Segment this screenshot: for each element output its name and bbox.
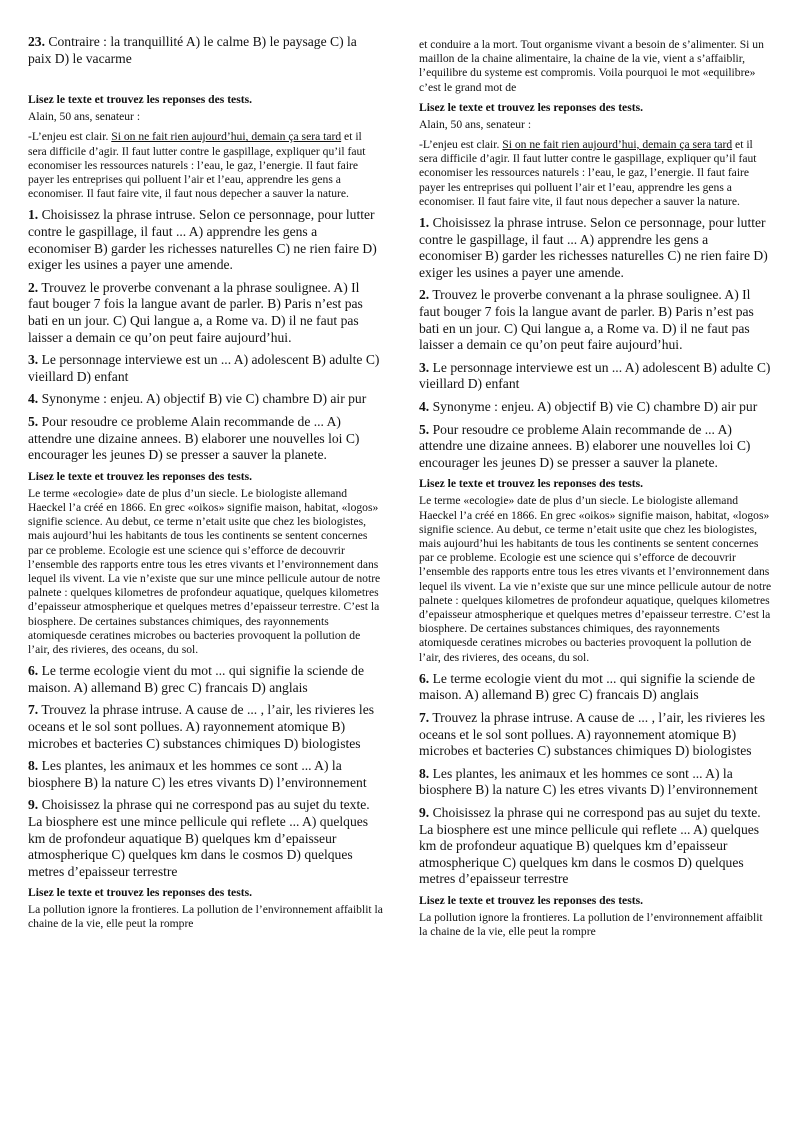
- question-4: [28, 391, 383, 408]
- spacer: [28, 73, 383, 87]
- quote-paragraph: [419, 138, 772, 209]
- question-text: Trouvez la phrase intruse. A cause de ... , l’air, les rivieres les oceans et le sol sont pollues. A) rayonnement atomique B) microbes et bacteries C) substances chimiques D) biologistes: [28, 702, 375, 751]
- question-number: 9.: [419, 804, 430, 820]
- question-number: 23.: [28, 34, 45, 49]
- instruction-heading: Lisez le texte et trouvez les reponses des tests.: [28, 469, 252, 483]
- question-number: 9.: [28, 797, 39, 813]
- question-text: Trouvez la phrase intruse. A cause de ... , l’air, les rivieres les oceans et le sol sont pollues. A) rayonnement atomique B) microbes et bacteries C) substances chimiques D) biologistes: [419, 709, 766, 759]
- question-number: 3.: [419, 359, 430, 375]
- question-number: 1.: [419, 215, 430, 231]
- instruction-heading: Lisez le texte et trouvez les reponses des tests.: [419, 477, 643, 491]
- question-text: Le personnage interviewe est un ... A) adolescent B) adulte C) vieillard D) enfant: [419, 359, 771, 392]
- question-text: Synonyme : enjeu. A) objectif B) vie C) chambre D) air pur: [41, 391, 367, 407]
- ecology-paragraph: Le terme «ecologie» date de plus d’un siecle. Le biologiste allemand Haeckel l’a créé en 1866. En grec «oikos» signifie maison, habitat, «logos» signifie science. Au debut, ce terme n’etait usite que chez les biologistes, mais aujourd’hui les habitants de tous les continents se sentent concernes par ce probleme. Ecologie est une science qui s’efforce de decouvrir l’ensemble des rapports entre tous les etres vivants et l’environnement dans lequel ils vivent. La vie n’existe que sur une mince pellicule autour de notre palnete : quelques kilometres de profondeur aquatique, quelques kilometres d’epaisseur atmospherique et quelques metres d’epaisseur terrestre. C’est la biosphere. De certaines substances chimiques, des rayonnements atomiquesde ceratines microbes ou bacteries provoquent la pollution de l’air, des rivieres, des oceans, du sol.: [28, 486, 381, 656]
- speaker-line: Alain, 50 ans, senateur :: [28, 110, 141, 124]
- pollution-paragraph: La pollution ignore la frontieres. La pollution de l’environnement affaiblit la chaine de la vie, elle peut la rompre: [419, 910, 763, 939]
- instruction-heading: Lisez le texte et trouvez les reponses des tests.: [28, 886, 252, 900]
- question-text: Choisissez la phrase qui ne correspond pas au sujet du texte. La biosphere est une mince pellicule qui reflete ... A) quelques km de profondeur aquatique B) quelques km d’epaisseur atmospherique C) quelques km dans le cosmos D) quelques metres d’epaisseur terrestre: [419, 804, 761, 887]
- question-1: [28, 207, 383, 273]
- question-7: [28, 702, 383, 752]
- question-number: 2.: [419, 287, 430, 303]
- question-number: 7.: [28, 702, 39, 718]
- question-text: Trouvez le proverbe convenant a la phrase soulignee. A) Il faut bouger 7 fois la langue avant de parler. B) Paris n’est pas bati en un jour. C) Qui langue a, a Rome va. D) il ne faut pas laisser a demain ce qu’on peut faire aujourd’hui.: [28, 279, 363, 345]
- quote-paragraph: [28, 130, 383, 201]
- question-text: Contraire : la tranquillité A) le calme B) le paysage C) la paix D) le vacarme: [28, 34, 357, 66]
- question-text: Les plantes, les animaux et les hommes ce sont ... A) la biosphere B) la nature C) les etres vivants D) l’environnement: [28, 758, 367, 790]
- question-number: 7.: [419, 709, 430, 725]
- question-1: [419, 215, 772, 281]
- question-2: [419, 287, 772, 353]
- instruction-heading: Lisez le texte et trouvez les reponses des tests.: [419, 100, 643, 114]
- question-text: Choisissez la phrase intruse. Selon ce personnage, pour lutter contre le gaspillage, il faut ... A) apprendre les gens a economiser B) garder les richesses naturelles C) ne rien faire D) exiger les usines a payer une amende.: [28, 207, 377, 273]
- question-23: [28, 34, 383, 67]
- question-9: [419, 805, 772, 888]
- instruction-heading: Lisez le texte et trouvez les reponses des tests.: [28, 93, 252, 107]
- continuation-paragraph: et conduire a la mort. Tout organisme vivant a besoin de s’alimenter. Si un maillon de la chaine alimentaire, la chaine de la vie, vient a s’affaiblir, l’equilibre du systeme est compromis. Voila pourquoi le mot «equilibre» c’est le grand mot de: [419, 38, 764, 94]
- question-number: 2.: [28, 279, 39, 295]
- question-6: [28, 663, 383, 696]
- question-number: 8.: [28, 758, 39, 774]
- question-number: 4.: [419, 398, 430, 414]
- question-text: Le personnage interviewe est un ... A) adolescent B) adulte C) vieillard D) enfant: [28, 352, 380, 384]
- question-text: Synonyme : enjeu. A) objectif B) vie C) chambre D) air pur: [432, 398, 758, 414]
- underlined-phrase: Si on ne fait rien aujourd’hui, demain ça sera tard: [111, 130, 342, 144]
- quote-rest: et il sera difficile d’agir. Il faut lutter contre le gaspillage, expliquer qu’il faut economiser les ressources naturels : l’eau, le gaz, l’energie. Il faut faire payer les entreprises qui polluent l’air et l’eau, apprendre les gens a economiser. Il faut faire vite, il faut nous depecher a sauver la nature.: [28, 130, 366, 201]
- question-7: [419, 710, 772, 760]
- quote-start: -L’enjeu est clair.: [28, 130, 112, 144]
- right-column: [419, 38, 772, 945]
- question-number: 5.: [28, 413, 39, 429]
- ecology-paragraph: Le terme «ecologie» date de plus d’un siecle. Le biologiste allemand Haeckel l’a créé en 1866. En grec «oikos» signifie maison, habitat, «logos» signifie science. Au debut, ce terme n’etait usite que chez les biologistes, mais aujourd’hui les habitants de tous les continents se sentent concernes par ce probleme. Ecologie est une science qui s’efforce de decouvrir l’ensemble des rapports entre tous les etres vivants et l’environnement dans lequel ils vivent. La vie n’existe que sur une mince pellicule autour de notre palnete : quelques kilometres de profondeur aquatique, quelques kilometres d’epaisseur atmospherique et quelques metres d’epaisseur terrestre. C’est la biosphere. De certaines substances chimiques, des rayonnements atomiquesde ceratines microbes ou bacteries provoquent la pollution de l’air, des rivieres, des oceans, du sol.: [419, 494, 772, 664]
- question-text: Choisissez la phrase intruse. Selon ce personnage, pour lutter contre le gaspillage, il faut ... A) apprendre les gens a economiser B) garder les richesses naturelles C) ne rien faire D) exiger les usines a payer une amende.: [419, 215, 768, 280]
- question-2: [28, 280, 383, 346]
- question-text: Le terme ecologie vient du mot ... qui signifie la sciende de maison. A) allemand B) grec C) francais D) anglais: [419, 670, 755, 703]
- question-text: Trouvez le proverbe convenant a la phrase soulignee. A) Il faut bouger 7 fois la langue avant de parler. B) Paris n’est pas bati en un jour. C) Qui langue a, a Rome va. D) il ne faut pas laisser a demain ce qu’on peut faire aujourd’hui.: [419, 287, 754, 353]
- question-number: 8.: [419, 765, 430, 781]
- underlined-phrase: Si on ne fait rien aujourd’hui, demain ça sera tard: [502, 138, 733, 152]
- instruction-heading: Lisez le texte et trouvez les reponses des tests.: [419, 893, 643, 907]
- question-4: [419, 399, 772, 416]
- question-number: 3.: [28, 352, 39, 368]
- question-8: [28, 758, 383, 791]
- question-5: [419, 422, 772, 472]
- pollution-paragraph: La pollution ignore la frontieres. La pollution de l’environnement affaiblit la chaine de la vie, elle peut la rompre: [28, 903, 383, 931]
- question-9: [28, 797, 383, 880]
- question-number: 1.: [28, 207, 39, 223]
- question-text: Pour resoudre ce probleme Alain recommande de ... A) attendre une dizaine annees. B) elaborer une nouvelles loi C) encourager les jeunes D) se presser a sauver la planete.: [419, 421, 751, 470]
- question-text: Le terme ecologie vient du mot ... qui signifie la sciende de maison. A) allemand B) grec C) francais D) anglais: [28, 663, 364, 695]
- question-3: [28, 352, 383, 385]
- left-column: [28, 34, 383, 938]
- question-number: 4.: [28, 391, 39, 407]
- question-number: 6.: [419, 670, 430, 686]
- question-3: [419, 360, 772, 393]
- question-6: [419, 671, 772, 704]
- question-text: Choisissez la phrase qui ne correspond pas au sujet du texte. La biosphere est une mince pellicule qui reflete ... A) quelques km de profondeur aquatique B) quelques km d’epaisseur atmospherique C) quelques km dans le cosmos D) quelques metres d’epaisseur terrestre: [28, 797, 370, 879]
- question-5: [28, 414, 383, 464]
- question-number: 6.: [28, 663, 39, 679]
- quote-rest: et il sera difficile d’agir. Il faut lutter contre le gaspillage, expliquer qu’il faut economiser les ressources naturels : l’eau, le gaz, l’energie. Il faut faire payer les entreprises qui polluent l’air et l’eau, apprendre les gens a economiser. Il faut faire vite, il faut nous depecher a sauver la nature.: [419, 138, 757, 208]
- quote-start: -L’enjeu est clair.: [419, 138, 503, 152]
- speaker-line: Alain, 50 ans, senateur :: [419, 117, 532, 131]
- question-8: [419, 766, 772, 799]
- question-text: Les plantes, les animaux et les hommes ce sont ... A) la biosphere B) la nature C) les etres vivants D) l’environnement: [419, 765, 758, 798]
- question-text: Pour resoudre ce probleme Alain recommande de ... A) attendre une dizaine annees. B) elaborer une nouvelles loi C) encourager les jeunes D) se presser a sauver la planete.: [28, 413, 360, 463]
- question-number: 5.: [419, 421, 430, 437]
